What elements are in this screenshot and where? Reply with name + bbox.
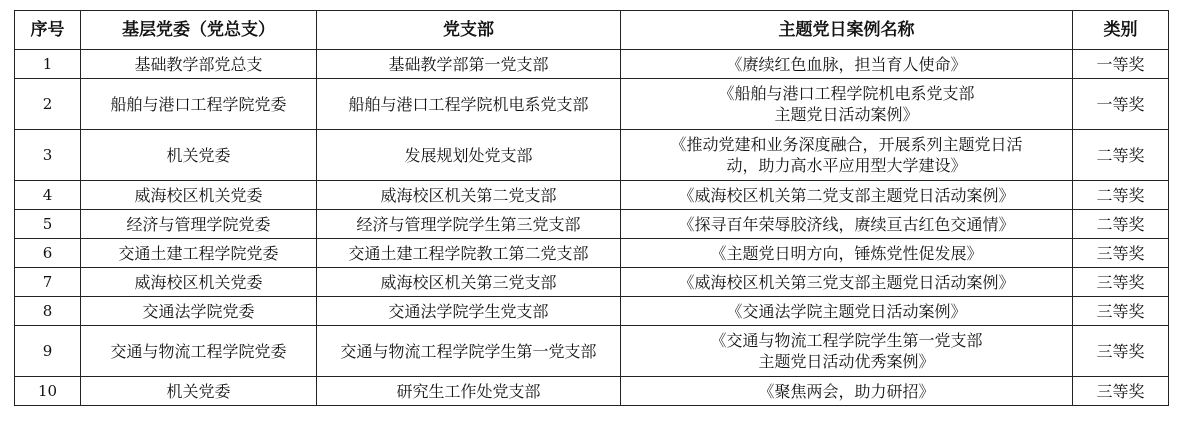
row-category: 三等奖 [1073,297,1169,326]
header-case: 主题党日案例名称 [621,11,1073,50]
row-case [621,268,1073,297]
row-case [621,326,1073,377]
row-branch: 交通与物流工程学院学生第一党支部 [317,326,621,377]
row-category: 三等奖 [1073,326,1169,377]
row-category: 一等奖 [1073,50,1169,79]
row-case [621,239,1073,268]
row-committee: 威海校区机关党委 [81,268,317,297]
row-index: 2 [15,79,81,130]
row-case [621,181,1073,210]
table-row [15,239,1169,268]
row-index: 10 [15,377,81,406]
row-index: 6 [15,239,81,268]
row-branch: 威海校区机关第二党支部 [317,181,621,210]
row-case [621,79,1073,130]
row-committee: 威海校区机关党委 [81,181,317,210]
row-case [621,50,1073,79]
row-index: 8 [15,297,81,326]
table-row [15,181,1169,210]
case-name-text: 《推动党建和业务深度融合，开展系列主题党日活 动，助力高水平应用型大学建设》 [670,135,1023,175]
table-row [15,79,1169,130]
case-name-text: 《交通法学院主题党日活动案例》 [726,301,967,321]
header-index: 序号 [15,11,81,50]
table-row [15,50,1169,79]
case-name-text: 《威海校区机关第三党支部主题党日活动案例》 [678,272,1015,292]
row-committee: 基础教学部党总支 [81,50,317,79]
row-case [621,130,1073,181]
case-name-text: 《交通与物流工程学院学生第一党支部 主题党日活动优秀案例》 [710,331,983,371]
row-branch: 威海校区机关第三党支部 [317,268,621,297]
row-category: 三等奖 [1073,268,1169,297]
row-index: 3 [15,130,81,181]
table-row [15,130,1169,181]
row-index: 9 [15,326,81,377]
row-index: 5 [15,210,81,239]
row-committee: 机关党委 [81,130,317,181]
row-index: 1 [15,50,81,79]
case-name-text: 《聚焦两会，助力研招》 [758,381,935,401]
header-row [15,11,1169,50]
case-name-text: 《主题党日明方向，锤炼党性促发展》 [710,243,983,263]
row-branch: 交通土建工程学院教工第二党支部 [317,239,621,268]
header-committee: 基层党委（党总支） [81,11,317,50]
row-case [621,297,1073,326]
row-committee: 交通土建工程学院党委 [81,239,317,268]
row-category: 一等奖 [1073,79,1169,130]
row-category: 二等奖 [1073,130,1169,181]
row-category: 三等奖 [1073,239,1169,268]
row-case [621,210,1073,239]
row-category: 二等奖 [1073,210,1169,239]
awards-table [14,10,1169,406]
table-row [15,297,1169,326]
row-index: 7 [15,268,81,297]
case-name-text: 《探寻百年荣辱胶济线，赓续亘古红色交通情》 [678,214,1015,234]
row-committee: 机关党委 [81,377,317,406]
case-name-text: 《赓续红色血脉，担当育人使命》 [726,54,967,74]
row-category: 二等奖 [1073,181,1169,210]
row-index: 4 [15,181,81,210]
row-committee: 船舶与港口工程学院党委 [81,79,317,130]
row-branch: 发展规划处党支部 [317,130,621,181]
row-branch: 经济与管理学院学生第三党支部 [317,210,621,239]
row-branch: 交通法学院学生党支部 [317,297,621,326]
row-branch: 研究生工作处党支部 [317,377,621,406]
row-branch: 基础教学部第一党支部 [317,50,621,79]
row-committee: 交通法学院党委 [81,297,317,326]
header-category: 类别 [1073,11,1169,50]
row-branch: 船舶与港口工程学院机电系党支部 [317,79,621,130]
case-name-text: 《威海校区机关第二党支部主题党日活动案例》 [678,185,1015,205]
table-row [15,268,1169,297]
row-committee: 交通与物流工程学院党委 [81,326,317,377]
row-category: 三等奖 [1073,377,1169,406]
row-case [621,377,1073,406]
header-branch: 党支部 [317,11,621,50]
table-row [15,210,1169,239]
row-committee: 经济与管理学院党委 [81,210,317,239]
case-name-text: 《船舶与港口工程学院机电系党支部 主题党日活动案例》 [718,84,975,124]
table-row [15,377,1169,406]
table-row [15,326,1169,377]
